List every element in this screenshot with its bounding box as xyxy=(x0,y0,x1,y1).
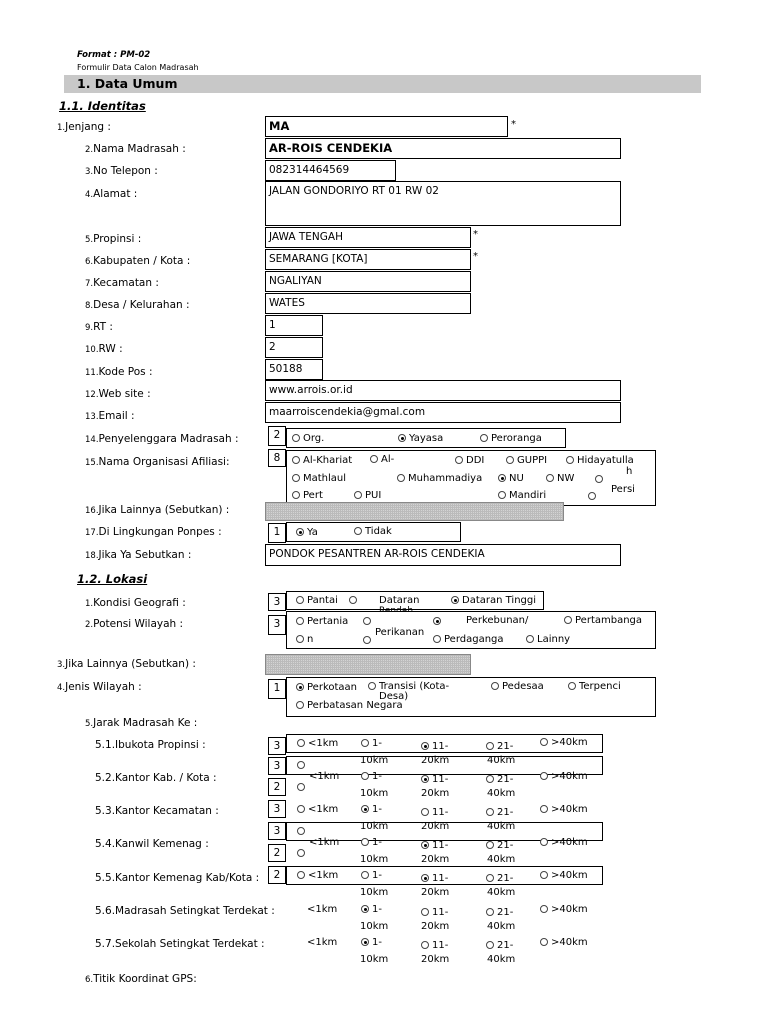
potensi-code: 3 xyxy=(268,615,286,635)
desa-field[interactable]: WATES xyxy=(265,293,471,314)
email-field[interactable]: maarroiscendekia@gmal.com xyxy=(265,402,621,423)
label-desa: 8.Desa / Kelurahan : xyxy=(85,299,190,311)
radio-perkotaan[interactable]: Perkotaan xyxy=(296,682,357,694)
jarak-sekolah-21-40[interactable]: 21- xyxy=(486,940,513,952)
jarak-kemenag-lt1[interactable]: <1km xyxy=(297,870,338,882)
label-email: 13.Email : xyxy=(85,410,135,422)
label-jarak-ibukota: 5.1.Ibukota Propinsi : xyxy=(95,739,206,751)
radio-checked-icon xyxy=(296,683,304,691)
radio-icon xyxy=(297,805,305,813)
jarak-ibukota-21-40-unit: 40km xyxy=(487,755,516,766)
label-rw: 10.RW : xyxy=(85,343,123,355)
radio-icon xyxy=(455,456,463,464)
jarak-sekolah-1-10-unit: 10km xyxy=(360,954,389,965)
radio-icon xyxy=(292,474,300,482)
radio-icon xyxy=(361,838,369,846)
radio-icon xyxy=(498,491,506,499)
jarak-kabkota-1-10-unit: 10km xyxy=(360,788,389,799)
kecamatan-field[interactable]: NGALIYAN xyxy=(265,271,471,292)
afiliasi-lainnya-field[interactable] xyxy=(265,502,564,521)
radio-icon xyxy=(491,682,499,690)
label-website: 12.Web site : xyxy=(85,388,151,400)
jarak-kabkota-code2: 2 xyxy=(268,778,286,796)
radio-mathlaul[interactable]: Mathlaul xyxy=(292,473,346,485)
radio-potensi-n[interactable]: n xyxy=(296,634,313,646)
jarak-kanwil-21-40[interactable]: 21- xyxy=(486,840,513,852)
radio-icon xyxy=(421,941,429,949)
radio-nu[interactable]: NU xyxy=(498,473,524,485)
radio-yayasan[interactable]: Yayasa xyxy=(398,433,443,445)
radio-al[interactable]: Al- xyxy=(370,454,394,466)
label-afiliasi-lainnya: 16.Jika Lainnya (Sebutkan) : xyxy=(85,504,230,516)
rt-field[interactable]: 1 xyxy=(265,315,323,336)
radio-pui[interactable]: PUI xyxy=(354,490,381,502)
label-jarak-sekolah: 5.7.Sekolah Setingkat Terdekat : xyxy=(95,938,265,950)
radio-icon xyxy=(546,474,554,482)
jarak-kanwil-code: 3 xyxy=(268,822,286,840)
radio-icon xyxy=(297,761,305,769)
jarak-kemenag-1-10[interactable]: 1- xyxy=(361,870,382,882)
label-potensi: 2.Potensi Wilayah : xyxy=(85,618,184,630)
jarak-ibukota-code: 3 xyxy=(268,737,286,755)
radio-icon xyxy=(361,871,369,879)
jarak-ibukota-21-40[interactable]: 21- xyxy=(486,741,513,753)
radio-icon xyxy=(361,772,369,780)
radio-pertanian[interactable]: Pertania xyxy=(296,616,348,628)
penyelenggara-code: 2 xyxy=(268,426,286,446)
subsection-lokasi: 1.2. Lokasi xyxy=(77,572,148,586)
radio-icon xyxy=(349,596,357,604)
jarak-kabkota-21-40-unit: 40km xyxy=(487,788,516,799)
radio-icon xyxy=(433,635,441,643)
radio-checked-icon xyxy=(361,805,369,813)
transisi-wrap: Desa) xyxy=(379,691,409,702)
jarak-kabkota-lt1[interactable] xyxy=(297,760,308,772)
radio-muhammadiyah[interactable]: Muhammadiya xyxy=(397,473,482,485)
jarak-kanwil-lt1[interactable] xyxy=(297,826,308,838)
radio-icon xyxy=(506,456,514,464)
radio-icon xyxy=(297,739,305,747)
required-mark: * xyxy=(511,119,516,130)
geografi-code: 3 xyxy=(268,593,286,611)
jarak-kemenag-11-20[interactable]: 11- xyxy=(421,873,448,885)
label-jarak: 5.Jarak Madrasah Ke : xyxy=(85,717,198,729)
label-alamat: 4.Alamat : xyxy=(85,188,138,200)
radio-icon xyxy=(480,434,488,442)
radio-guppi[interactable]: GUPPI xyxy=(506,455,547,467)
label-kodepos: 11.Kode Pos : xyxy=(85,366,153,378)
jarak-sekolah-1-10[interactable]: 1- xyxy=(361,937,382,949)
jarak-kemenag-1-10-unit: 10km xyxy=(360,887,389,898)
radio-icon xyxy=(296,617,304,625)
radio-mandiri[interactable]: Mandiri xyxy=(498,490,546,502)
radio-checked-icon xyxy=(421,742,429,750)
radio-icon xyxy=(296,701,304,709)
label-jarak-kecamatan: 5.3.Kantor Kecamatan : xyxy=(95,805,219,817)
dataran-rendah-label: Dataran xyxy=(379,595,420,606)
jarak-sekolah-gt40[interactable]: >40km xyxy=(540,937,588,949)
label-ponpes: 17.Di Lingkungan Ponpes : xyxy=(85,526,222,538)
jarak-sekolah-lt1: <1km xyxy=(307,937,338,948)
jarak-kabkota-lt1-label: <1km xyxy=(309,771,340,782)
jarak-kabkota-11-20[interactable]: 11- xyxy=(421,774,448,786)
radio-icon xyxy=(296,635,304,643)
jarak-ibukota-11-20[interactable]: 11- xyxy=(421,741,448,753)
label-potensi-lainnya: 3.Jika Lainnya (Sebutkan) : xyxy=(57,658,196,670)
jenjang-field[interactable]: MA xyxy=(265,116,508,137)
telepon-field[interactable]: 082314464569 xyxy=(265,160,396,181)
jarak-kabkota-gt40[interactable]: >40km xyxy=(540,771,588,783)
radio-icon xyxy=(540,938,548,946)
jarak-kanwil-11-20-unit: 20km xyxy=(421,854,450,865)
radio-perbatasan[interactable]: Perbatasan Negara xyxy=(296,700,403,712)
jarak-kanwil-1-10[interactable]: 1- xyxy=(361,837,382,849)
label-nama-madrasah: 2.Nama Madrasah : xyxy=(85,143,186,155)
radio-icon xyxy=(486,841,494,849)
radio-icon xyxy=(566,456,574,464)
label-gps: 6.Titik Koordinat GPS: xyxy=(85,973,197,985)
radio-icon xyxy=(297,849,305,857)
label-jika-ya: 18.Jika Ya Sebutkan : xyxy=(85,549,192,561)
radio-org[interactable]: Org. xyxy=(292,433,324,445)
format-code: Format : PM-02 xyxy=(77,50,151,60)
radio-checked-icon xyxy=(421,841,429,849)
kabupaten-field[interactable]: SEMARANG [KOTA] xyxy=(265,249,471,270)
radio-dataran-tinggi[interactable]: Dataran Tinggi xyxy=(451,595,536,607)
label-jarak-madrasah: 5.6.Madrasah Setingkat Terdekat : xyxy=(95,905,275,917)
nama-ponpes-field[interactable]: PONDOK PESANTREN AR-ROIS CENDEKIA xyxy=(265,544,621,566)
jarak-kanwil-code2: 2 xyxy=(268,844,286,862)
radio-icon xyxy=(361,739,369,747)
perkebunan-label: Perkebunan/ xyxy=(466,615,529,626)
radio-icon xyxy=(363,636,371,644)
radio-icon xyxy=(568,682,576,690)
jarak-kanwil-21-40-unit: 40km xyxy=(487,854,516,865)
jarak-kecamatan-lt1[interactable]: <1km xyxy=(297,804,338,816)
jarak-madrasah-21-40[interactable]: 21- xyxy=(486,907,513,919)
jarak-madrasah-11-20-unit: 20km xyxy=(421,921,450,932)
radio-pertambangan[interactable]: Pertambanga xyxy=(564,615,642,627)
jarak-kecamatan-11-20[interactable]: 11- xyxy=(421,807,448,819)
jarak-madrasah-1-10[interactable]: 1- xyxy=(361,904,382,916)
radio-icon xyxy=(540,738,548,746)
jarak-ibukota-1-10-unit: 10km xyxy=(360,755,389,766)
radio-icon xyxy=(486,874,494,882)
subsection-identitas: 1.1. Identitas xyxy=(59,99,146,113)
radio-icon xyxy=(421,908,429,916)
radio-pert[interactable]: Pert xyxy=(292,490,323,502)
radio-icon xyxy=(564,616,572,624)
radio-persis-marker[interactable] xyxy=(595,474,606,486)
potensi-lainnya-field[interactable] xyxy=(265,654,471,675)
label-jenjang: 1.Jenjang : xyxy=(57,121,111,133)
radio-icon xyxy=(540,805,548,813)
radio-icon xyxy=(297,871,305,879)
radio-perdagangan[interactable]: Perdaganga xyxy=(433,634,504,646)
alamat-field[interactable]: JALAN GONDORIYO RT 01 RW 02 xyxy=(265,181,621,226)
jarak-madrasah-21-40-unit: 40km xyxy=(487,921,516,932)
jarak-sekolah-21-40-unit: 40km xyxy=(487,954,516,965)
jarak-kecamatan-1-10-unit: 10km xyxy=(360,821,389,832)
jarak-kabkota-row2-marker[interactable] xyxy=(297,782,308,794)
label-jarak-kemenag: 5.5.Kantor Kemenag Kab/Kota : xyxy=(95,872,260,884)
radio-checked-icon xyxy=(498,474,506,482)
label-jarak-kabkota: 5.2.Kantor Kab. / Kota : xyxy=(95,772,217,784)
radio-hidayatullah[interactable]: Hidayatulla xyxy=(566,455,634,467)
jarak-kemenag-gt40[interactable]: >40km xyxy=(540,870,588,882)
radio-icon xyxy=(486,775,494,783)
radio-icon xyxy=(397,474,405,482)
radio-icon xyxy=(486,908,494,916)
radio-icon xyxy=(354,491,362,499)
jenis-wilayah-code: 1 xyxy=(268,679,286,699)
radio-terpencil[interactable]: Terpenci xyxy=(568,681,621,693)
jarak-kanwil-11-20[interactable]: 11- xyxy=(421,840,448,852)
radio-ddi[interactable]: DDI xyxy=(455,455,484,467)
jarak-sekolah-11-20[interactable]: 11- xyxy=(421,940,448,952)
radio-checked-icon xyxy=(361,905,369,913)
radio-checked-icon xyxy=(421,775,429,783)
jarak-madrasah-11-20[interactable]: 11- xyxy=(421,907,448,919)
propinsi-field[interactable]: JAWA TENGAH xyxy=(265,227,471,248)
radio-perkebunan[interactable] xyxy=(433,616,444,628)
rw-field[interactable]: 2 xyxy=(265,337,323,358)
jarak-kecamatan-code: 3 xyxy=(268,800,286,818)
jarak-kabkota-code: 3 xyxy=(268,757,286,775)
radio-icon xyxy=(486,808,494,816)
jarak-madrasah-lt1: <1km xyxy=(307,904,338,915)
radio-pedesaan[interactable]: Pedesaa xyxy=(491,681,544,693)
radio-perikanan[interactable] xyxy=(363,616,374,628)
jarak-kabkota-11-20-unit: 20km xyxy=(421,788,450,799)
jarak-madrasah-1-10-unit: 10km xyxy=(360,921,389,932)
radio-icon xyxy=(292,456,300,464)
radio-icon xyxy=(354,527,362,535)
label-penyelenggara: 14.Penyelenggara Madrasah : xyxy=(85,433,239,445)
radio-icon xyxy=(588,492,596,500)
radio-checked-icon xyxy=(433,617,441,625)
radio-icon xyxy=(297,827,305,835)
kodepos-field[interactable]: 50188 xyxy=(265,359,323,380)
radio-ponpes-ya[interactable]: Ya xyxy=(296,527,318,539)
radio-icon xyxy=(292,491,300,499)
radio-checked-icon xyxy=(398,434,406,442)
radio-lainnya[interactable]: Lainny xyxy=(526,634,570,646)
radio-icon xyxy=(292,434,300,442)
required-mark: * xyxy=(473,251,478,262)
nama-madrasah-field[interactable]: AR-ROIS CENDEKIA xyxy=(265,138,621,159)
afiliasi-persis: Persi xyxy=(611,484,635,495)
radio-icon xyxy=(540,772,548,780)
radio-icon xyxy=(297,783,305,791)
label-propinsi: 5.Propinsi : xyxy=(85,233,142,245)
afiliasi-wrap-h: h xyxy=(626,466,633,477)
label-geografi: 1.Kondisi Geografi : xyxy=(85,597,186,609)
jarak-kanwil-row2-marker[interactable] xyxy=(297,848,308,860)
label-kecamatan: 7.Kecamatan : xyxy=(85,277,159,289)
jarak-ibukota-gt40[interactable]: >40km xyxy=(540,737,588,749)
jarak-kecamatan-1-10[interactable]: 1- xyxy=(361,804,382,816)
label-jarak-kanwil: 5.4.Kanwil Kemenag : xyxy=(95,838,209,850)
website-field[interactable]: www.arrois.or.id xyxy=(265,380,621,401)
afiliasi-code: 8 xyxy=(268,449,286,467)
radio-alkhairat[interactable]: Al-Khariat xyxy=(292,455,352,467)
radio-perikanan-marker2[interactable] xyxy=(363,635,374,647)
jarak-kabkota-1-10[interactable]: 1- xyxy=(361,771,382,783)
label-afiliasi: 15.Nama Organisasi Afiliasi: xyxy=(85,456,230,468)
radio-checked-icon xyxy=(361,938,369,946)
label-rt: 9.RT : xyxy=(85,321,113,333)
form-subtitle: Formulir Data Calon Madrasah xyxy=(77,63,199,72)
radio-icon xyxy=(595,475,603,483)
jarak-kemenag-21-40-unit: 40km xyxy=(487,887,516,898)
radio-perorangan[interactable]: Peroranga xyxy=(480,433,542,445)
jarak-kecamatan-21-40[interactable]: 21- xyxy=(486,807,513,819)
perikanan-label: Perikanan xyxy=(375,627,425,638)
radio-nw[interactable]: NW xyxy=(546,473,574,485)
section-title: 1. Data Umum xyxy=(77,76,178,91)
radio-checked-icon xyxy=(451,596,459,604)
radio-icon xyxy=(368,682,376,690)
radio-icon xyxy=(540,871,548,879)
radio-lainnya-marker[interactable] xyxy=(588,491,599,503)
radio-icon xyxy=(421,808,429,816)
radio-transisi[interactable]: Transisi (Kota- xyxy=(368,681,449,693)
jarak-kecamatan-11-20-unit: 20km xyxy=(421,821,450,832)
jarak-sekolah-11-20-unit: 20km xyxy=(421,954,450,965)
radio-pantai[interactable]: Pantai xyxy=(296,595,338,607)
jarak-kemenag-21-40[interactable]: 21- xyxy=(486,873,513,885)
radio-icon xyxy=(370,455,378,463)
radio-icon xyxy=(296,596,304,604)
radio-icon xyxy=(540,905,548,913)
jarak-kanwil-1-10-unit: 10km xyxy=(360,854,389,865)
jarak-kanwil-gt40[interactable]: >40km xyxy=(540,837,588,849)
required-mark: * xyxy=(473,229,478,240)
jarak-ibukota-1-10[interactable]: 1- xyxy=(361,738,382,750)
label-kabupaten: 6.Kabupaten / Kota : xyxy=(85,255,191,267)
radio-checked-icon xyxy=(421,874,429,882)
radio-icon xyxy=(486,742,494,750)
jarak-ibukota-lt1[interactable]: <1km xyxy=(297,738,338,750)
radio-checked-icon xyxy=(296,528,304,536)
radio-dataran-rendah[interactable] xyxy=(349,595,360,607)
jarak-kanwil-lt1-label: <1km xyxy=(309,837,340,848)
ponpes-code: 1 xyxy=(268,523,286,543)
jarak-kecamatan-gt40[interactable]: >40km xyxy=(540,804,588,816)
label-telepon: 3.No Telepon : xyxy=(85,165,158,177)
radio-icon xyxy=(486,941,494,949)
jarak-kemenag-code: 2 xyxy=(268,866,286,884)
jarak-ibukota-11-20-unit: 20km xyxy=(421,755,450,766)
radio-icon xyxy=(526,635,534,643)
radio-icon xyxy=(540,838,548,846)
jarak-kemenag-11-20-unit: 20km xyxy=(421,887,450,898)
jarak-kecamatan-21-40-unit: 40km xyxy=(487,821,516,832)
jarak-madrasah-gt40[interactable]: >40km xyxy=(540,904,588,916)
radio-icon xyxy=(363,617,371,625)
radio-ponpes-tidak[interactable]: Tidak xyxy=(354,526,392,538)
label-jenis-wilayah: 4.Jenis Wilayah : xyxy=(57,681,142,693)
jarak-kabkota-21-40[interactable]: 21- xyxy=(486,774,513,786)
